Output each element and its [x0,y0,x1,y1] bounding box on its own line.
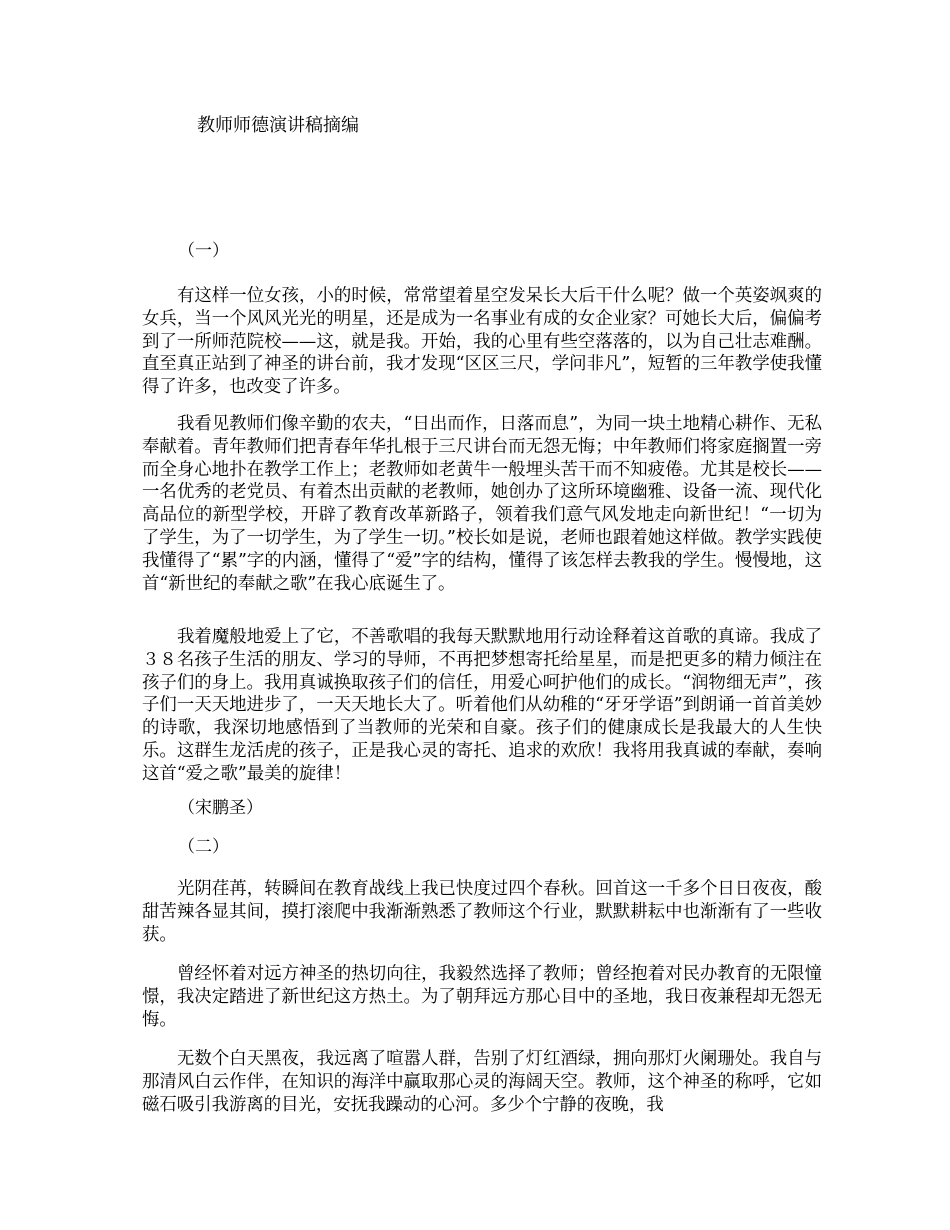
paragraph-3: 我着魔般地爱上了它，不善歌唱的我每天默默地用行动诠释着这首歌的真谛。我成了３８名孩子生活的朋友、学习的导师，不再把梦想寄托给星星，而是把更多的精力倾注在孩子们的身上。我用真诚换取孩子们的信任，用爱心呵护他们的成长。“润物细无声”，孩子们一天天地进步了，一天天地长大了。听着他们从幼稚的“牙牙学语”到朗诵一首首美妙的诗歌，我深切地感悟到了当教师的光荣和自豪。孩子们的健康成长是我最大的人生快乐。这群生龙活虎的孩子，正是我心灵的寄托、追求的欢欣！我将用我真诚的奉献，奏响这首“爱之歌”最美的旋律！ [142,627,822,784]
section-two-label: （二） [178,837,229,857]
paragraph-1: 有这样一位女孩，小的时候，常常望着星空发呆长大后干什么呢？做一个英姿飒爽的女兵，当一个风风光光的明星，还是成为一名事业有成的女企业家？可她长大后，偏偏考到了一所师范院校——这，就是我。开始，我的心里有些空落落的，以为自己壮志难酬。直至真正站到了神圣的讲台前，我才发现“区区三尺，学问非凡”，短暂的三年教学使我懂得了许多，也改变了许多。 [142,286,822,398]
paragraph-5: 曾经怀着对远方神圣的热切向往，我毅然选择了教师；曾经抱着对民办教育的无限憧憬，我决定踏进了新世纪这方热土。为了朝拜远方那心目中的圣地，我日夜兼程却无怨无悔。 [142,964,822,1030]
document-title: 教师师德演讲稿摘编 [197,115,359,136]
author-label: （宋鹏圣） [178,798,263,818]
paragraph-2: 我看见教师们像辛勤的农夫，“日出而作，日落而息”，为同一块土地精心耕作、无私奉献着。青年教师们把青春年华扎根于三尺讲台而无怨无悔；中年教师们将家庭搁置一旁而全身心地扑在教学工作上；老教师如老黄牛一般埋头苦干而不知疲倦。尤其是校长——一名优秀的老党员、有着杰出贡献的老教师，她创办了这所环境幽雅、设备一流、现代化高品位的新型学校，开辟了教育改革新路子，领着我们意气风发地走向新世纪！“一切为了学生，为了一切学生，为了学生一切。”校长如是说，老师也跟着她这样做。教学实践使我懂得了“累”字的内涵，懂得了“爱”字的结构，懂得了该怎样去教我的学生。慢慢地，这首“新世纪的奉献之歌”在我心底诞生了。 [142,414,822,594]
section-one-label: （一） [178,241,229,261]
paragraph-4: 光阴荏苒，转瞬间在教育战线上我已快度过四个春秋。回首这一千多个日日夜夜，酸甜苦辣各显其间，摸打滚爬中我渐渐熟悉了教师这个行业，默默耕耘中也渐渐有了一些收获。 [142,879,822,945]
paragraph-6: 无数个白天黑夜，我远离了喧嚣人群，告别了灯红酒绿，拥向那灯火阑珊处。我自与那清风白云作伴，在知识的海洋中赢取那心灵的海阔天空。教师，这个神圣的称呼，它如磁石吸引我游离的目光，安抚我躁动的心河。多少个宁静的夜晚，我 [142,1049,822,1115]
